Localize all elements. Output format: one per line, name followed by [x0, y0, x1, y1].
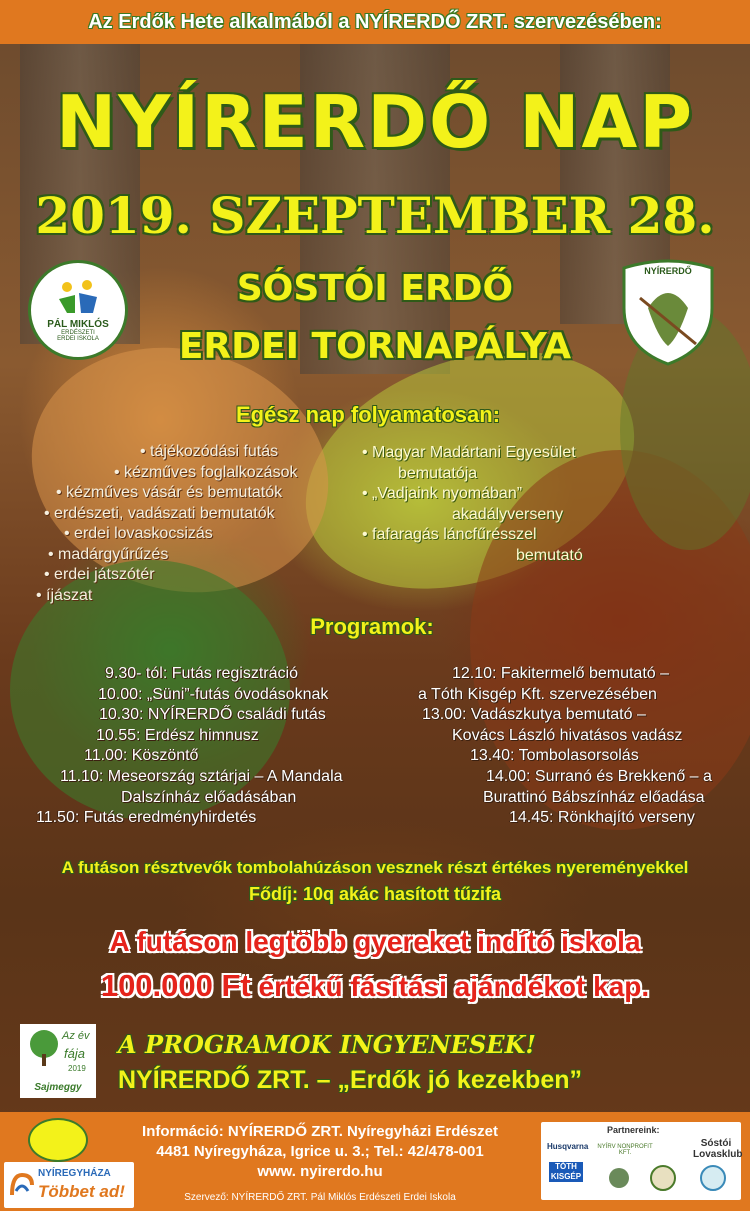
left-logo-sub: ERDÉSZETI: [61, 329, 95, 336]
venue-line-1: SÓSTÓI ERDŐ: [236, 268, 514, 309]
tree-of-year-badge: [20, 1024, 96, 1098]
program-item: 11.50: Futás eredményhirdetés: [36, 809, 257, 827]
program-item: 9.30- tól: Futás regisztráció: [105, 665, 298, 682]
city-swirl-icon: [8, 1171, 36, 1199]
event-date: 2019. SZEPTEMBER 28.: [35, 186, 715, 245]
all-day-list-left: [36, 443, 297, 607]
list-item: • tájékozódási futás: [140, 443, 279, 460]
school-line-2: [0, 968, 750, 1004]
footer-info-line-1: Információ: NYÍRERDŐ ZRT. Nyíregyházi Erdészet: [142, 1123, 498, 1140]
list-item: • fafaragás láncfűrésszel: [362, 526, 537, 543]
forest-week-badge: [28, 1118, 88, 1162]
tree-icon: [24, 1028, 64, 1068]
list-item: bemutatója: [398, 464, 478, 482]
footer-info-line-2: 4481 Nyíregyháza, Igrice u. 3.; Tel.: 42/478-001: [156, 1143, 484, 1160]
program-item: 11.10: Meseország sztárjai – A Mandala: [60, 767, 343, 785]
program-item: 14.00: Surranó és Brekkenő – a: [486, 767, 712, 785]
city-logo: [4, 1162, 134, 1208]
tree-badge-top: Az év: [62, 1030, 90, 1042]
footer-info: [120, 1122, 520, 1182]
list-item: • erdei lovaskocsizás: [64, 525, 213, 542]
programs-heading: Programok:: [310, 614, 434, 639]
city-logo-bottom: Többet ad!: [38, 1182, 125, 1201]
program-item: 11.00: Köszöntő: [84, 747, 199, 765]
all-day-list-right: [362, 444, 583, 567]
partner-nyirv: NYÍRV NONPROFIT KFT.: [597, 1144, 653, 1156]
list-item: • íjászat: [36, 586, 93, 604]
program-item: Kovács László hivatásos vadász: [452, 726, 683, 744]
programs-list-right: [0, 664, 712, 829]
school-line-1: A futáson legtöbb gyereket indító iskola: [109, 926, 641, 957]
footer-organizer: Szervező: NYÍRERDŐ ZRT. Pál Miklós Erdészeti Erdei Iskola: [184, 1192, 456, 1203]
partners-label: Partnereink:: [607, 1125, 660, 1135]
school-line-2-rest: értékű fásítási ajándékot kap.: [250, 971, 650, 1002]
list-item: • kézműves vásár és bemutatók: [56, 484, 283, 501]
list-item: • madárgyűrűzés: [48, 545, 169, 563]
partner-sostoi-lovasklub: Sóstói Lovasklub: [693, 1138, 743, 1160]
program-item: 10.30: NYÍRERDŐ családi futás: [99, 706, 326, 724]
top-banner-text: Az Erdők Hete alkalmából a NYÍRERDŐ ZRT. szervezésében:: [88, 10, 662, 33]
list-item: • kézműves foglalkozások: [114, 463, 298, 481]
left-logo-name: PÁL MIKLÓS: [47, 318, 109, 330]
partner-husqvarna: Husqvarna: [547, 1142, 589, 1151]
partner-toth-kisgep: TÓTH KISGÉP: [550, 1162, 582, 1181]
list-item: • erdei játszótér: [44, 566, 155, 583]
program-item: Burattinó Bábszínház előadása: [483, 788, 705, 806]
list-item: bemutató: [516, 546, 583, 564]
free-programs: A PROGRAMOK INGYENESEK!: [118, 1030, 536, 1059]
program-item: Dalszínház előadásában: [121, 788, 297, 806]
program-item: 13.40: Tombolasorsolás: [470, 747, 639, 765]
slogan: NYÍRERDŐ ZRT. – „Erdők jó kezekben”: [118, 1066, 582, 1094]
partner-emblems-icon: [541, 1160, 741, 1200]
tree-badge-middle: fája: [64, 1046, 85, 1061]
program-item: 10.00: „Süni”-futás óvodásoknak: [98, 685, 329, 703]
program-item: a Tóth Kisgép Kft. szervezésében: [418, 685, 657, 703]
school-amount: 100.000 Ft: [100, 968, 251, 1003]
event-title: NYÍRERDŐ NAP: [55, 80, 695, 164]
all-day-heading: Egész nap folyamatosan:: [235, 402, 501, 427]
list-item: • Magyar Madártani Egyesület: [362, 444, 576, 461]
list-item: • erdészeti, vadászati bemutatók: [44, 504, 275, 522]
list-item: • „Vadjaink nyomában”: [362, 485, 523, 502]
program-item: 12.10: Fakitermelő bemutató –: [452, 665, 670, 682]
footer-web[interactable]: www. nyirerdo.hu: [257, 1163, 383, 1180]
right-logo-name: NYÍRERDŐ: [644, 266, 692, 276]
program-item: 10.55: Erdész himnusz: [96, 726, 259, 744]
left-logo-school: ERDEI ISKOLA: [57, 335, 99, 342]
top-banner: [0, 0, 750, 44]
pal-miklos-logo: [28, 260, 128, 360]
program-item: 13.00: Vadászkutya bemutató –: [422, 706, 646, 724]
family-figures-icon: [53, 279, 103, 319]
venue-line-2: ERDEI TORNAPÁLYA: [178, 326, 572, 367]
city-logo-top: NYÍREGYHÁZA: [38, 1168, 111, 1179]
main-prize: Fődíj: 10q akác hasított tűzifa: [248, 884, 502, 904]
list-item: akadályverseny: [452, 505, 564, 523]
tree-badge-name: Sajmeggy: [34, 1082, 82, 1093]
program-item: 14.45: Rönkhajító verseny: [509, 809, 695, 827]
raffle-note: A futáson résztvevők tombolahúzáson vesznek részt értékes nyereményekkel: [61, 858, 689, 877]
partners-box: [541, 1122, 741, 1200]
tree-badge-year: 2019: [68, 1064, 86, 1073]
